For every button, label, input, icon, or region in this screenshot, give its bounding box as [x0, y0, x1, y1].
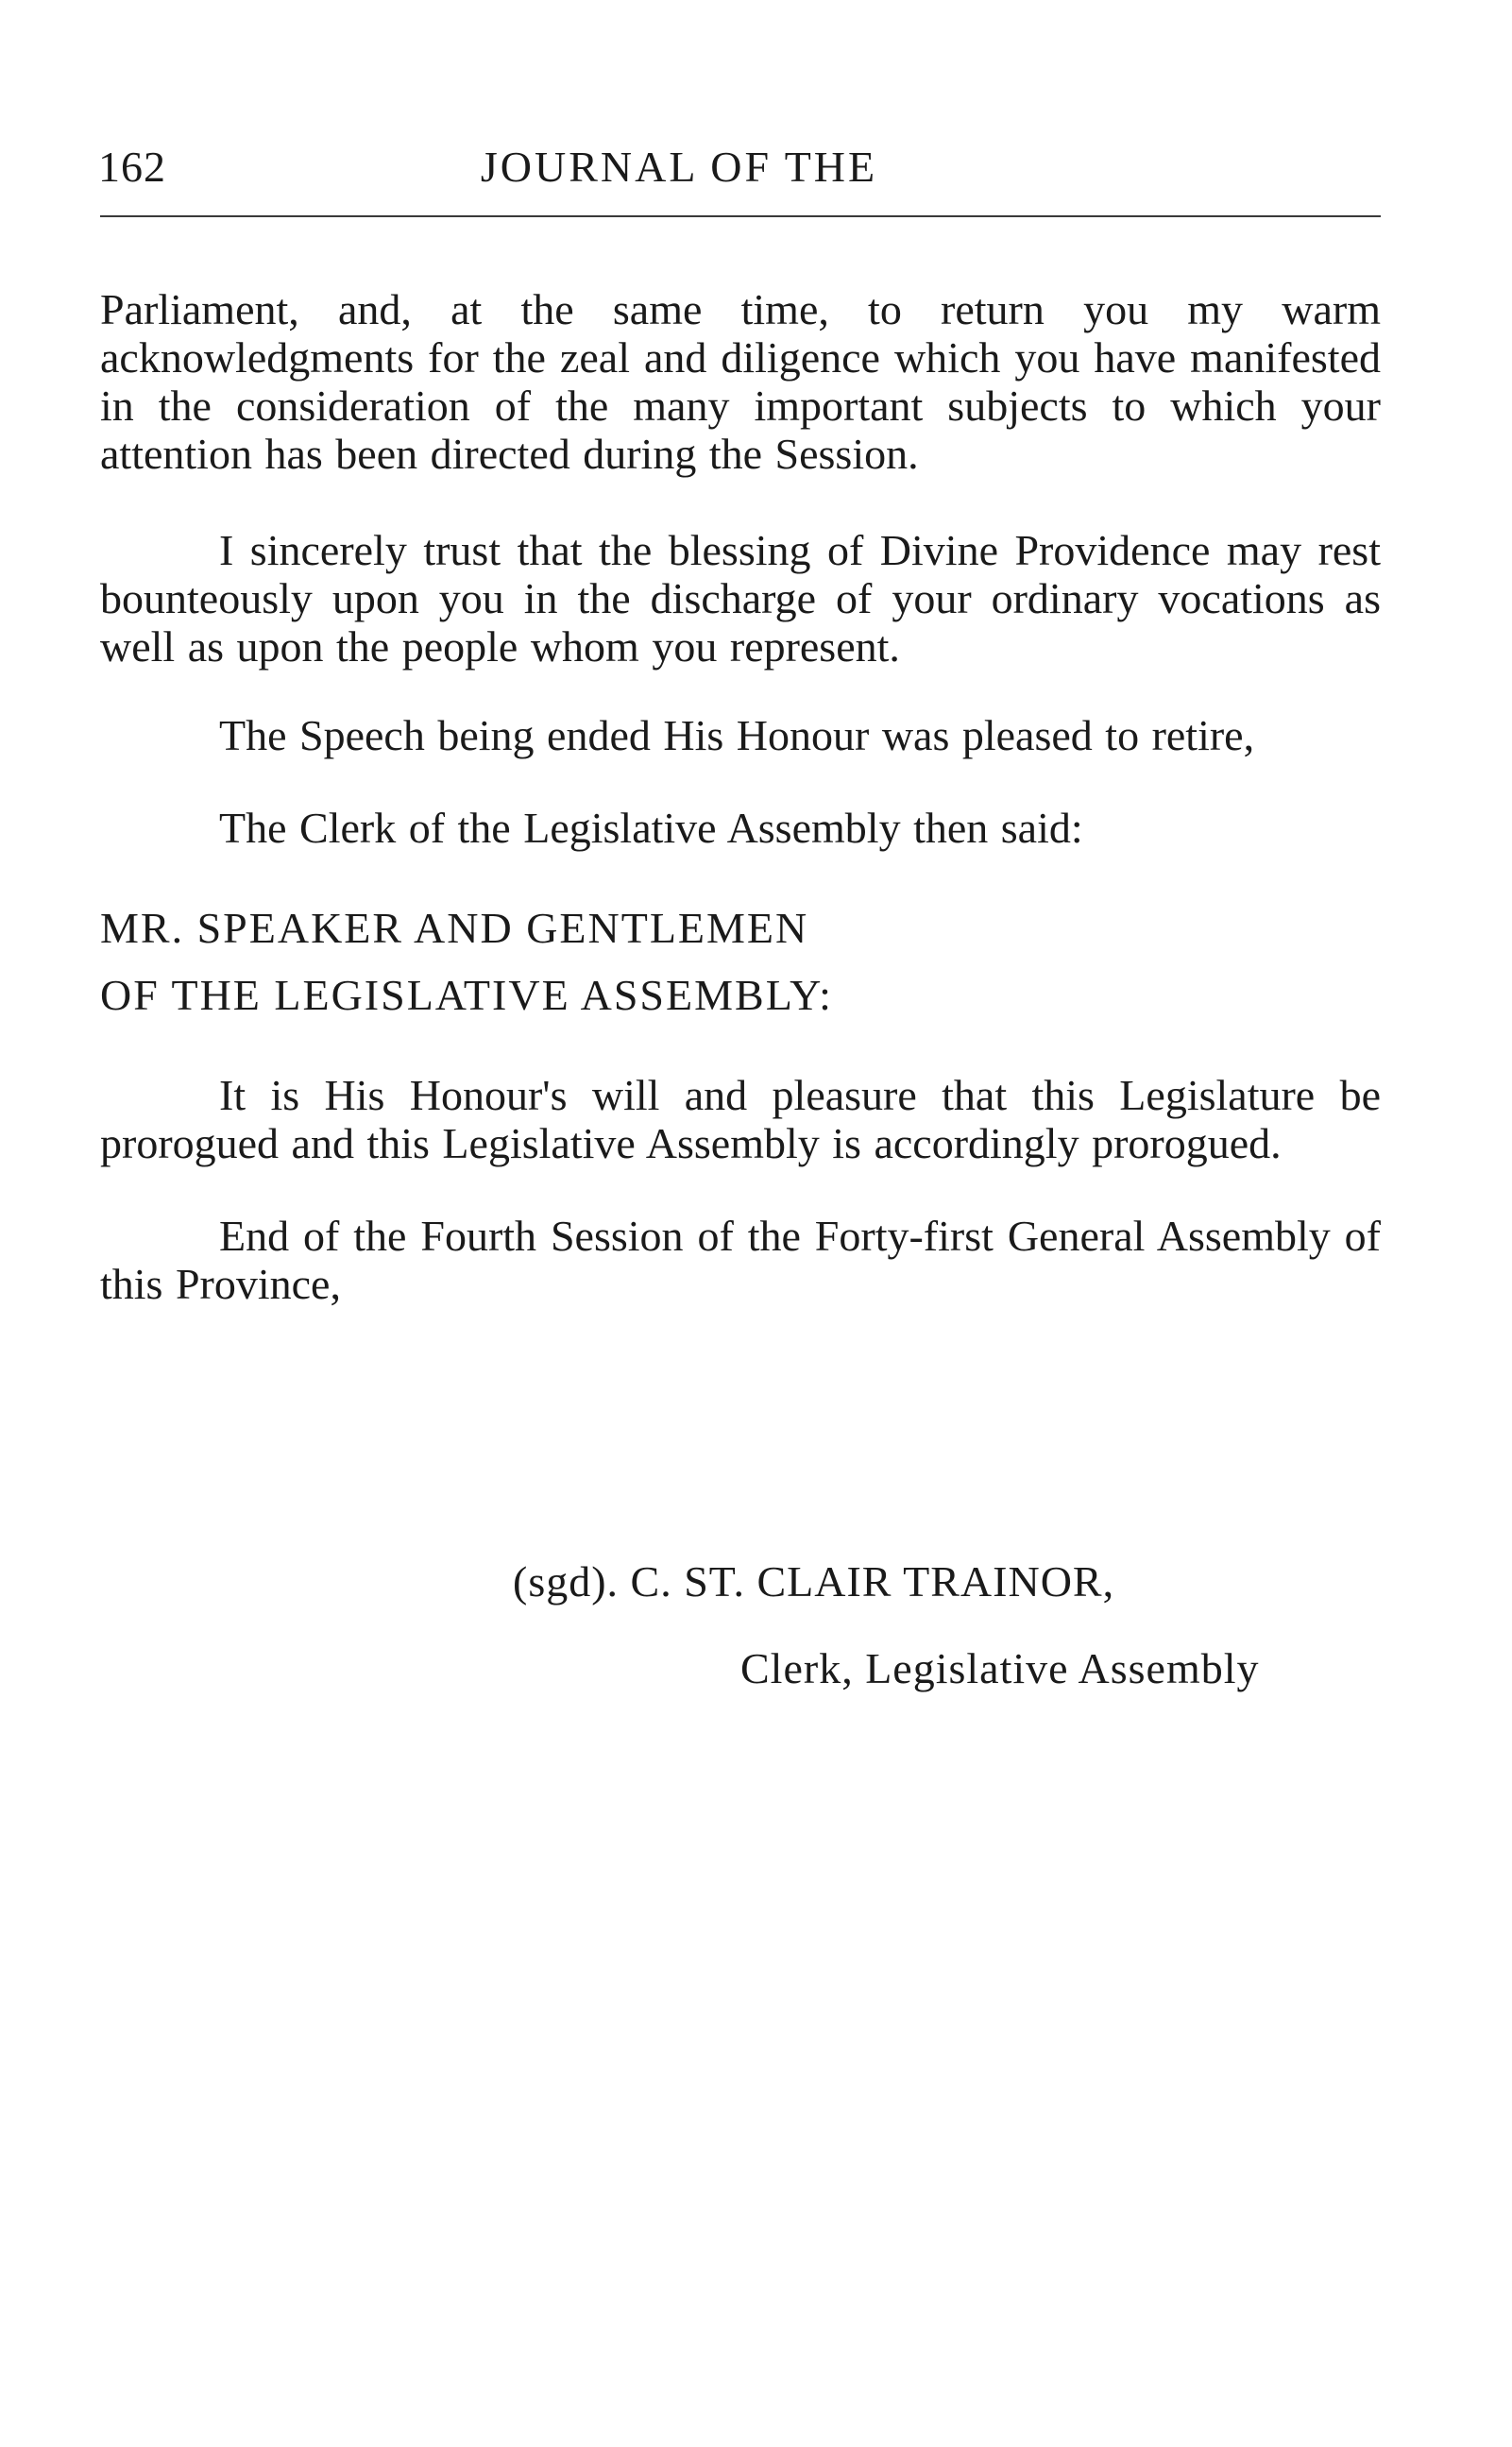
paragraph-speech-ended: The Speech being ended His Honour was pleased to retire, [219, 711, 1255, 759]
paragraph-continuation: Parliament, and, at the same time, to return you my warm acknowledgments for the zeal and diligence which you have manifested in the consideration of the many important subjects to which your attention has been directed during the Session. [100, 285, 1381, 478]
running-head: JOURNAL OF THE [480, 143, 878, 191]
paragraph-blessing: I sincerely trust that the blessing of Divine Providence may rest bounteously upon you in the discharge of your ordinary vocations as well as upon the people whom you represent. [100, 526, 1381, 671]
body-text [100, 285, 1381, 1308]
paragraph-session-end: End of the Fourth Session of the Forty-first General Assembly of this Province, [100, 1212, 1381, 1308]
signature-name: (sgd). C. ST. CLAIR TRAINOR, [513, 1557, 1115, 1606]
page-header [98, 142, 1383, 198]
address-heading [100, 894, 1381, 1028]
header-rule [100, 215, 1381, 217]
paragraph-prorogation: It is His Honour's will and pleasure that this Legislature be prorogued and this Legislative Assembly is accordingly prorogued. [100, 1071, 1381, 1167]
paragraph-clerk-said: The Clerk of the Legislative Assembly then said: [219, 804, 1083, 852]
signature-title: Clerk, Legislative Assembly [740, 1644, 1260, 1692]
address-line-1: MR. SPEAKER AND GENTLEMEN [100, 904, 809, 952]
page-number: 162 [98, 143, 166, 191]
address-line-2: OF THE LEGISLATIVE ASSEMBLY: [100, 971, 833, 1019]
